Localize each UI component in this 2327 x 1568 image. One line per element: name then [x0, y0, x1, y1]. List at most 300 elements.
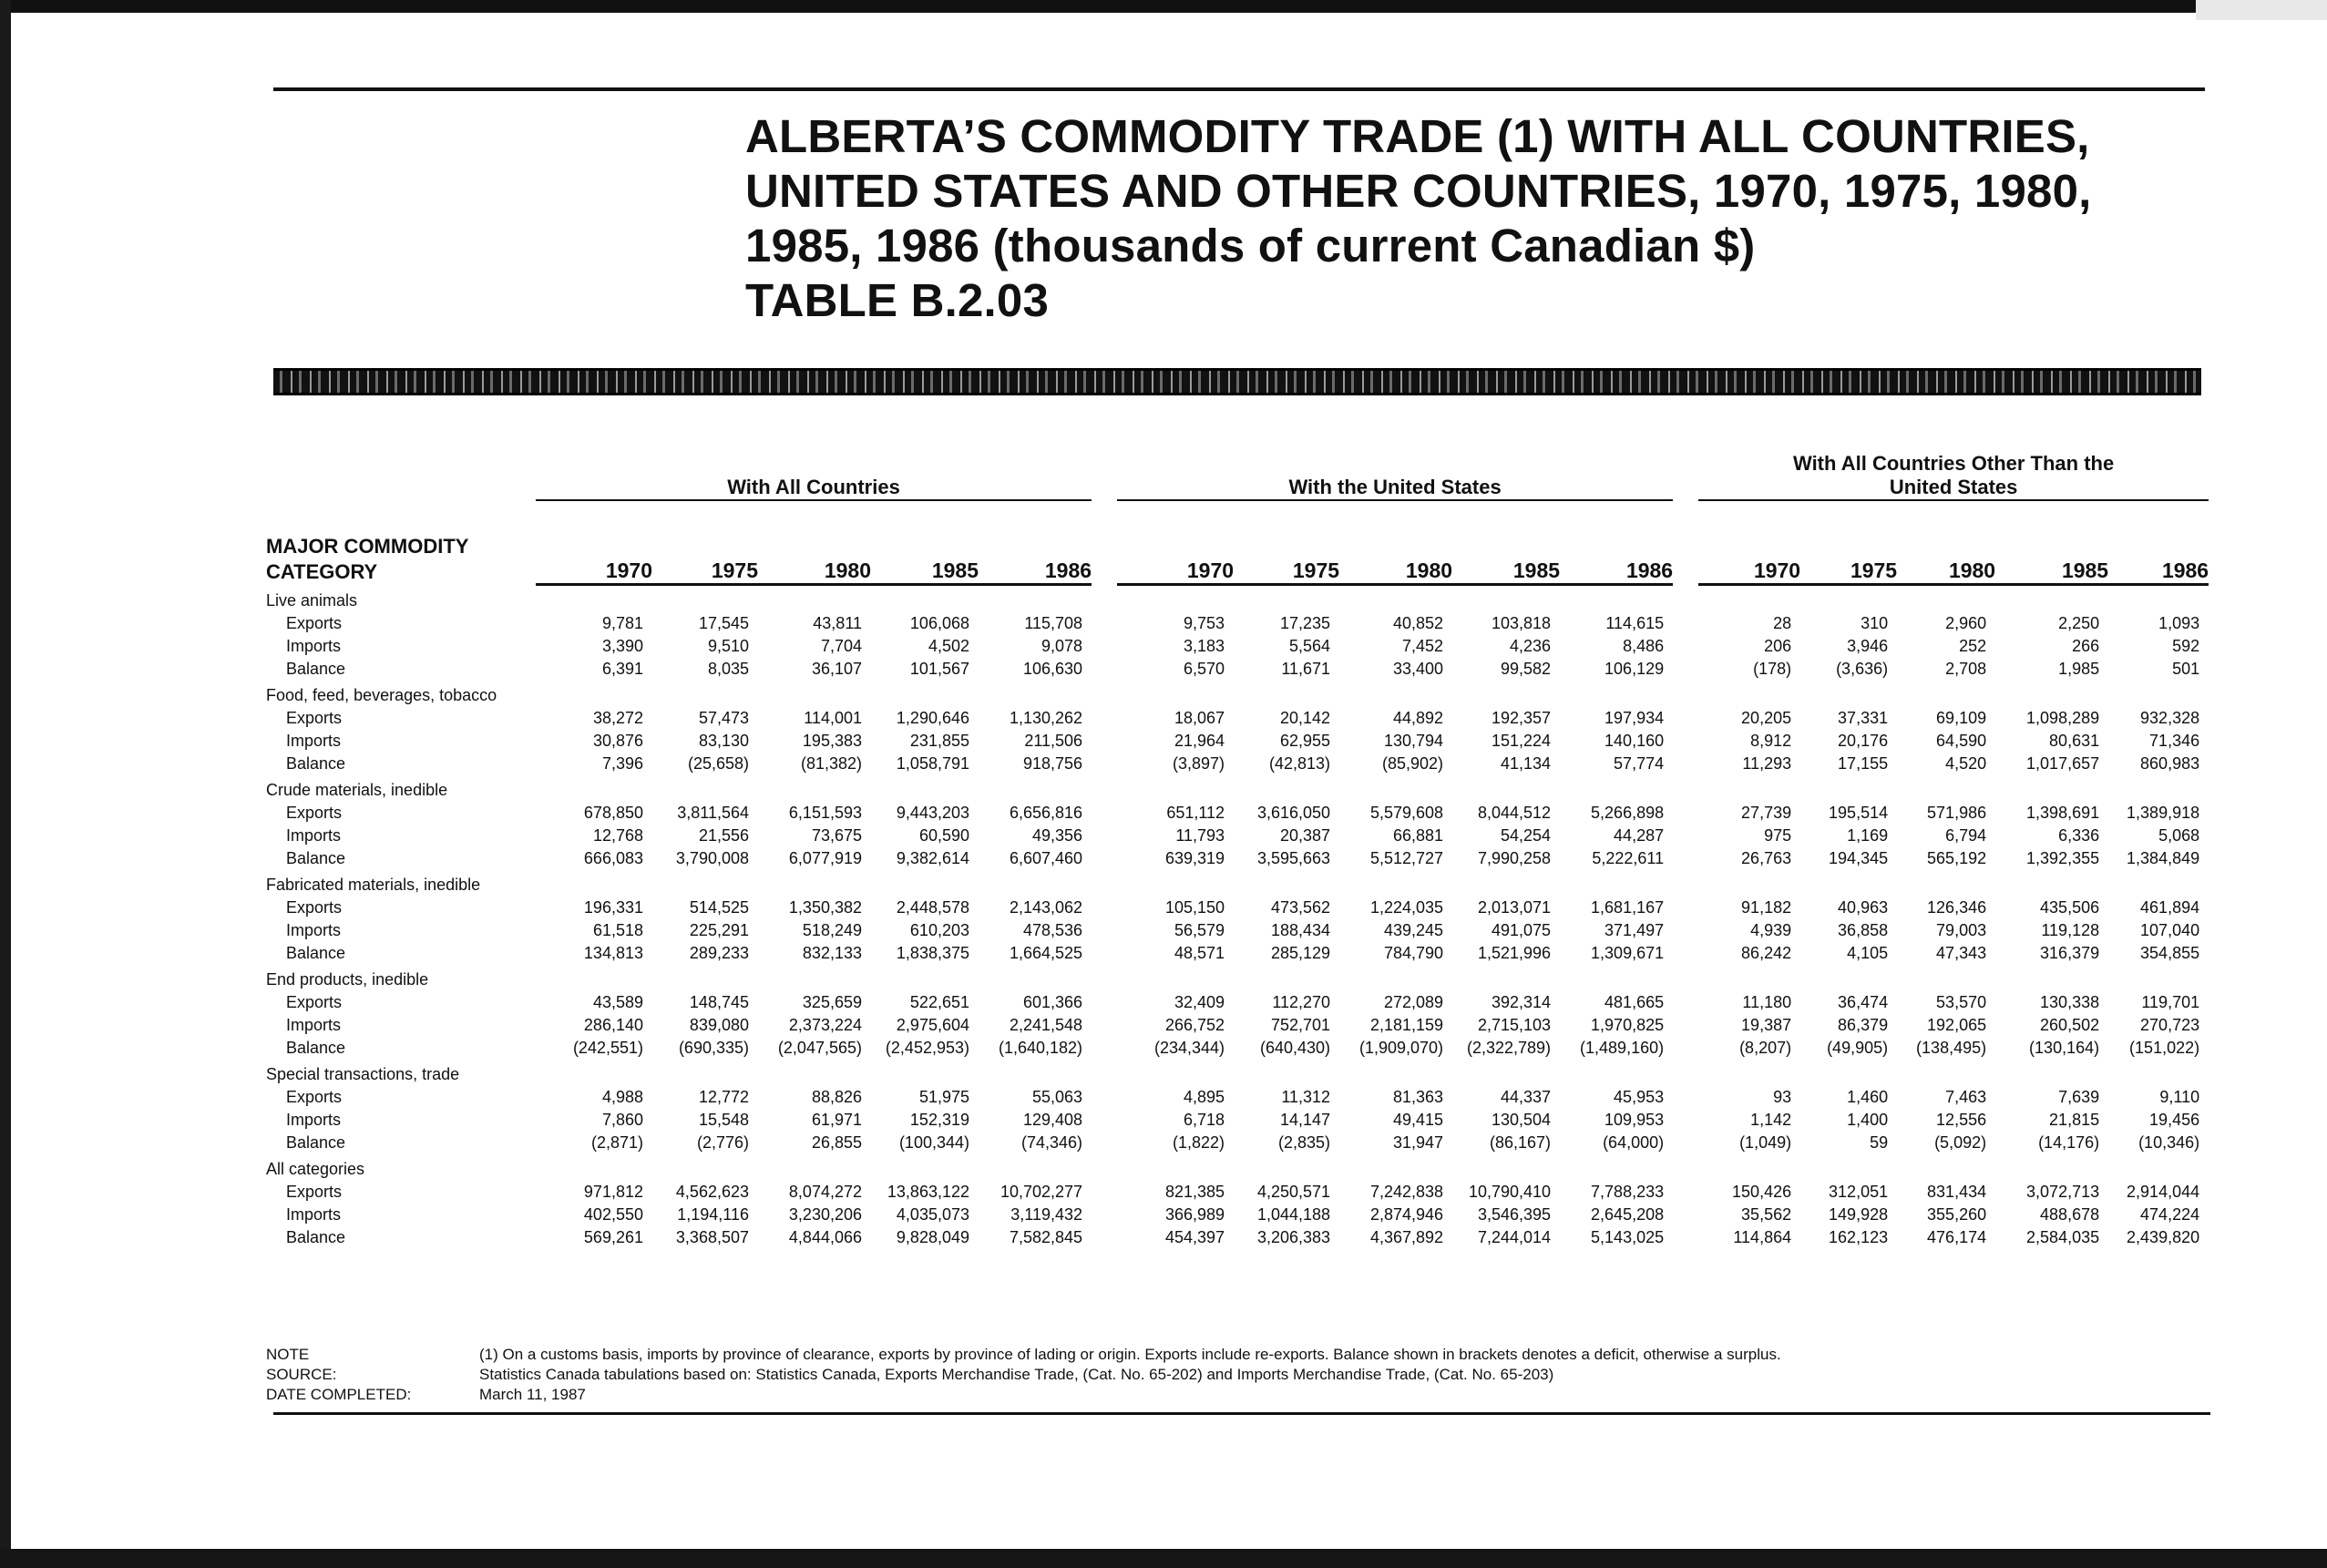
table-cell: 3,183: [1184, 637, 1225, 655]
table-cell: 1,400: [1847, 1111, 1889, 1129]
table-cell: 1,169: [1847, 826, 1889, 845]
group-united-states: With the United States: [1288, 476, 1502, 498]
table-cell: 571,986: [1927, 804, 1987, 822]
table-cell: 514,525: [689, 898, 749, 917]
table-cell: 43,811: [813, 614, 862, 632]
table-cell: 481,665: [1604, 993, 1665, 1011]
table-cell: 4,895: [1184, 1088, 1225, 1106]
table-cell: 49,415: [1392, 1111, 1444, 1129]
table-cell: (86,167): [1490, 1133, 1552, 1152]
table-cell: 6,718: [1184, 1111, 1225, 1129]
table-cell: 6,336: [2058, 826, 2100, 845]
table-cell: 1,664,525: [1009, 944, 1083, 962]
table-cell: 3,616,050: [1256, 804, 1331, 822]
table-cell: 501: [2172, 660, 2200, 678]
table-cell: 478,536: [1022, 921, 1083, 939]
table-cell: 51,975: [918, 1088, 969, 1106]
table-cell: 79,003: [1936, 921, 1987, 939]
table-cell: 55,063: [1031, 1088, 1083, 1106]
table-cell: 821,385: [1164, 1183, 1225, 1201]
table-cell: 5,222,611: [1592, 849, 1665, 867]
table-cell: (2,871): [590, 1133, 643, 1152]
group-other-countries: With All Countries Other Than the United States: [1793, 452, 2115, 498]
table-cell: 225,291: [689, 921, 749, 939]
table-cell: (151,022): [2129, 1039, 2200, 1057]
table-cell: 2,874,946: [1369, 1205, 1444, 1224]
title-line: UNITED STATES AND OTHER COUNTRIES, 1970, 1975, 1980,: [745, 165, 2092, 217]
table-cell: 4,939: [1750, 921, 1792, 939]
row-label: Balance: [286, 1228, 346, 1246]
table-cell: 194,345: [1829, 849, 1889, 867]
scan-edge-top: [0, 0, 2327, 13]
table-cell: 73,675: [811, 826, 862, 845]
scan-corner: [2196, 0, 2327, 20]
table-cell: 7,704: [820, 637, 862, 655]
table-cell: 134,813: [583, 944, 643, 962]
table-cell: 101,567: [909, 660, 969, 678]
table-cell: (64,000): [1603, 1133, 1665, 1152]
row-label: Balance: [286, 944, 346, 962]
table-cell: 44,892: [1392, 709, 1444, 727]
table-cell: 8,044,512: [1477, 804, 1552, 822]
table-cell: 119,701: [2141, 993, 2200, 1011]
table-cell: 62,955: [1279, 732, 1331, 750]
document-title: [745, 109, 2167, 328]
table-cell: 831,434: [1927, 1183, 1987, 1201]
table-cell: 28: [1773, 614, 1792, 632]
table-cell: 4,236: [1510, 637, 1552, 655]
table-cell: 83,130: [698, 732, 749, 750]
table-cell: 4,035,073: [896, 1205, 969, 1224]
source-line: [266, 1365, 2216, 1385]
table-cell: 5,068: [2158, 826, 2200, 845]
table-cell: 12,556: [1936, 1111, 1987, 1129]
table-cell: (1,489,160): [1580, 1039, 1665, 1057]
table-cell: 4,520: [1945, 754, 1987, 773]
table-cell: 476,174: [1927, 1228, 1987, 1246]
table-cell: 975: [1764, 826, 1792, 845]
table-cell: 971,812: [583, 1183, 643, 1201]
table-cell: (2,776): [696, 1133, 749, 1152]
year-header: 1975: [711, 559, 758, 582]
table-cell: (8,207): [1739, 1039, 1792, 1057]
table-cell: 2,645,208: [1591, 1205, 1665, 1224]
table-row: [262, 753, 2209, 775]
table-cell: 7,463: [1945, 1088, 1987, 1106]
table-cell: (2,047,565): [777, 1039, 862, 1057]
table-row: [262, 1086, 2209, 1109]
table-cell: (178): [1753, 660, 1792, 678]
table-row: [262, 1226, 2209, 1249]
table-cell: 1,290,646: [896, 709, 969, 727]
table-cell: 13,863,122: [887, 1183, 969, 1201]
table-cell: 107,040: [2140, 921, 2200, 939]
table-cell: 11,180: [1742, 993, 1792, 1011]
table-cell: 40,963: [1838, 898, 1889, 917]
table-cell: 518,249: [802, 921, 862, 939]
table-cell: 266,752: [1164, 1016, 1225, 1034]
table-cell: 36,107: [811, 660, 862, 678]
table-cell: 2,143,062: [1009, 898, 1083, 917]
row-label: Balance: [286, 754, 346, 773]
table-cell: 45,953: [1614, 1088, 1665, 1106]
year-header: 1970: [1753, 559, 1801, 582]
table-row: [262, 802, 2209, 825]
table-cell: 115,708: [1024, 614, 1083, 632]
table-cell: 1,017,657: [2026, 754, 2100, 773]
table-cell: 2,013,071: [1477, 898, 1552, 917]
table-cell: 651,112: [1166, 804, 1225, 822]
table-cell: 316,379: [2040, 944, 2100, 962]
row-label: Exports: [286, 614, 343, 632]
table-cell: 21,964: [1174, 732, 1225, 750]
table-cell: 36,858: [1838, 921, 1889, 939]
table-cell: (49,905): [1827, 1039, 1889, 1057]
table-cell: (1,909,070): [1358, 1039, 1444, 1057]
table-cell: 2,448,578: [896, 898, 969, 917]
table-cell: 832,133: [802, 944, 862, 962]
table-cell: (81,382): [800, 754, 862, 773]
table-cell: 11,671: [1281, 660, 1331, 678]
table-cell: (85,902): [1382, 754, 1444, 773]
table-cell: 150,426: [1732, 1183, 1792, 1201]
table-cell: 392,314: [1491, 993, 1552, 1011]
table-cell: 5,512,727: [1369, 849, 1444, 867]
table-cell: 152,319: [909, 1111, 969, 1129]
year-header: 1986: [1044, 559, 1092, 582]
table-cell: 18,067: [1174, 709, 1225, 727]
year-header: 1986: [1625, 559, 1674, 582]
year-header: 1980: [824, 559, 871, 582]
table-cell: 130,504: [1491, 1111, 1552, 1129]
table-cell: 7,990,258: [1477, 849, 1552, 867]
table-cell: 2,181,159: [1369, 1016, 1444, 1034]
section-title: Food, feed, beverages, tobacco: [266, 686, 497, 704]
table-cell: 2,250: [2058, 614, 2100, 632]
table-cell: 27,739: [1741, 804, 1792, 822]
table-cell: 119,128: [2041, 921, 2100, 939]
table-cell: (10,346): [2138, 1133, 2200, 1152]
table-cell: 35,562: [1741, 1205, 1792, 1224]
table-cell: 666,083: [583, 849, 643, 867]
table-cell: 2,715,103: [1477, 1016, 1552, 1034]
table-cell: 37,331: [1838, 709, 1889, 727]
table-cell: 260,502: [2040, 1016, 2100, 1034]
table-cell: 1,384,849: [2127, 849, 2200, 867]
table-cell: 454,397: [1164, 1228, 1225, 1246]
table-cell: 325,659: [802, 993, 862, 1011]
table-cell: 439,245: [1383, 921, 1444, 939]
table-cell: 4,844,066: [788, 1228, 862, 1246]
table-cell: 26,855: [811, 1133, 862, 1152]
table-cell: 488,678: [2040, 1205, 2100, 1224]
table-cell: 3,206,383: [1256, 1228, 1331, 1246]
table-cell: 286,140: [583, 1016, 643, 1034]
table-cell: 491,075: [1491, 921, 1552, 939]
table-cell: 44,337: [1500, 1088, 1552, 1106]
table-row: [262, 1204, 2209, 1226]
table-cell: 32,409: [1174, 993, 1225, 1011]
row-label: Exports: [286, 709, 343, 727]
table-cell: 44,287: [1614, 826, 1665, 845]
table-cell: 1,681,167: [1591, 898, 1665, 917]
table-cell: (242,551): [572, 1039, 643, 1057]
table-cell: 3,790,008: [675, 849, 749, 867]
table-cell: 53,570: [1936, 993, 1987, 1011]
table-cell: 569,261: [583, 1228, 643, 1246]
row-label: Exports: [286, 993, 343, 1011]
table-cell: 196,331: [583, 898, 643, 917]
table-cell: 1,224,035: [1369, 898, 1444, 917]
table-row: [262, 897, 2209, 919]
section-row: [262, 870, 2209, 897]
table-cell: (690,335): [678, 1039, 749, 1057]
date-label: DATE COMPLETED:: [266, 1386, 412, 1403]
table-cell: 6,151,593: [788, 804, 862, 822]
table-cell: 6,656,816: [1009, 804, 1083, 822]
table-cell: 8,035: [707, 660, 749, 678]
note-label: NOTE: [266, 1346, 310, 1363]
table-cell: 1,389,918: [2127, 804, 2200, 822]
table-cell: 106,630: [1022, 660, 1083, 678]
table-number: TABLE B.2.03: [745, 274, 1050, 326]
table-cell: 21,556: [698, 826, 749, 845]
table-cell: 310: [1861, 614, 1889, 632]
table-cell: 114,001: [804, 709, 862, 727]
table-cell: 1,058,791: [896, 754, 969, 773]
year-header: 1970: [1186, 559, 1235, 582]
section-title: All categories: [266, 1160, 365, 1178]
table-cell: 932,328: [2140, 709, 2200, 727]
section-title: Crude materials, inedible: [266, 781, 448, 799]
table-cell: 355,260: [1927, 1205, 1987, 1224]
note-line: [266, 1345, 2216, 1365]
table-row: [262, 707, 2209, 730]
note-text: (1) On a customs basis, imports by province of clearance, exports by province of lading or origin. Exports include re-exports. Balance shown in brackets denotes a deficit, otherwise a surplus.: [479, 1346, 1781, 1363]
section-row: [262, 586, 2209, 612]
table-cell: 54,254: [1500, 826, 1552, 845]
section-title: Fabricated materials, inedible: [266, 876, 481, 894]
table-cell: 9,753: [1184, 614, 1225, 632]
table-cell: 7,582,845: [1009, 1228, 1083, 1246]
table-cell: 3,946: [1847, 637, 1889, 655]
table-cell: 140,160: [1604, 732, 1665, 750]
table-cell: 7,639: [2058, 1088, 2100, 1106]
section-title: Special transactions, trade: [266, 1065, 460, 1083]
table-cell: (640,430): [1259, 1039, 1331, 1057]
table-cell: 3,546,395: [1477, 1205, 1552, 1224]
table-cell: 1,093: [2158, 614, 2200, 632]
table-row: [262, 1037, 2209, 1060]
table-cell: 86,242: [1741, 944, 1792, 962]
table-cell: 2,373,224: [788, 1016, 862, 1034]
table-cell: 130,794: [1383, 732, 1444, 750]
table-cell: 839,080: [689, 1016, 749, 1034]
table-cell: 30,876: [592, 732, 643, 750]
section-row: [262, 681, 2209, 707]
table-cell: 66,881: [1392, 826, 1444, 845]
table-cell: 2,241,548: [1009, 1016, 1083, 1034]
table-cell: 2,960: [1945, 614, 1987, 632]
table-cell: 88,826: [811, 1088, 862, 1106]
table-cell: 9,443,203: [896, 804, 969, 822]
table-row: [262, 1109, 2209, 1132]
row-label: Exports: [286, 898, 343, 917]
table-cell: 784,790: [1383, 944, 1444, 962]
group-all-countries: With All Countries: [727, 476, 900, 498]
table-cell: 14,147: [1279, 1111, 1331, 1129]
year-header: 1985: [2061, 559, 2109, 582]
table-cell: 11,293: [1742, 754, 1792, 773]
table-body: [262, 586, 2209, 1249]
title-line: 1985, 1986 (thousands of current Canadian $): [745, 220, 1756, 272]
scan-edge-left: [0, 0, 11, 1568]
table-cell: 41,134: [1500, 754, 1552, 773]
table-row: [262, 942, 2209, 965]
table-cell: 12,772: [698, 1088, 749, 1106]
table-cell: 2,975,604: [896, 1016, 969, 1034]
table-cell: 4,105: [1847, 944, 1889, 962]
source-text: Statistics Canada tabulations based on: Statistics Canada, Exports Merchandise Trade, (Cat. No. 65-202) and Imports Merchandise Trade, (Cat. No. 65-203): [479, 1366, 1554, 1383]
table-cell: 5,266,898: [1591, 804, 1665, 822]
year-header-row: [262, 500, 2209, 585]
table-cell: 1,130,262: [1009, 709, 1083, 727]
table-cell: 7,242,838: [1369, 1183, 1444, 1201]
table-cell: 2,584,035: [2026, 1228, 2100, 1246]
table-cell: (1,049): [1739, 1133, 1792, 1152]
table-cell: 289,233: [689, 944, 749, 962]
table-cell: 565,192: [1927, 849, 1987, 867]
table-cell: 285,129: [1270, 944, 1331, 962]
table-cell: 1,398,691: [2026, 804, 2100, 822]
table-cell: 20,142: [1279, 709, 1331, 727]
table-cell: 1,392,355: [2026, 849, 2100, 867]
table-cell: 7,788,233: [1591, 1183, 1665, 1201]
table-cell: 33,400: [1392, 660, 1444, 678]
table-cell: (42,813): [1269, 754, 1331, 773]
table-cell: 15,548: [698, 1111, 749, 1129]
table-cell: 354,855: [2140, 944, 2200, 962]
table-cell: 4,502: [928, 637, 969, 655]
table-cell: 149,928: [1829, 1205, 1889, 1224]
row-label: Exports: [286, 1183, 343, 1201]
table-cell: 109,953: [1604, 1111, 1665, 1129]
table-cell: 60,590: [918, 826, 969, 845]
notes-block: [266, 1345, 2216, 1405]
table-cell: 610,203: [909, 921, 969, 939]
table-cell: 461,894: [2140, 898, 2200, 917]
table-cell: 40,852: [1392, 614, 1444, 632]
table-cell: (3,636): [1836, 660, 1889, 678]
table-cell: 2,439,820: [2127, 1228, 2200, 1246]
table-cell: 130,338: [2040, 993, 2100, 1011]
table-cell: (2,835): [1278, 1133, 1331, 1152]
bottom-rule: [273, 1412, 2210, 1415]
table-cell: 10,790,410: [1468, 1183, 1552, 1201]
table-cell: (2,452,953): [885, 1039, 969, 1057]
table-cell: 918,756: [1022, 754, 1083, 773]
year-header: 1975: [1850, 559, 1898, 582]
table-cell: 106,129: [1604, 660, 1665, 678]
row-label: Imports: [286, 732, 342, 750]
top-rule: [273, 87, 2205, 91]
table-cell: 6,077,919: [788, 849, 862, 867]
table-cell: 192,065: [1927, 1016, 1987, 1034]
table-cell: 2,708: [1945, 660, 1987, 678]
table-cell: 4,250,571: [1256, 1183, 1331, 1201]
table-cell: 752,701: [1270, 1016, 1331, 1034]
table-cell: 114,864: [1733, 1228, 1792, 1246]
year-header: 1985: [931, 559, 979, 582]
table-row: [262, 1181, 2209, 1204]
table-cell: 473,562: [1270, 898, 1331, 917]
table-cell: 3,072,713: [2026, 1183, 2100, 1201]
table-cell: 402,550: [583, 1205, 643, 1224]
table-cell: 129,408: [1022, 1111, 1083, 1129]
table-cell: 17,235: [1279, 614, 1331, 632]
table-cell: (3,897): [1173, 754, 1225, 773]
table-row: [262, 1132, 2209, 1154]
table-row: [262, 847, 2209, 870]
table-cell: 1,460: [1847, 1088, 1889, 1106]
table-cell: 86,379: [1838, 1016, 1889, 1034]
table-cell: 64,590: [1936, 732, 1987, 750]
table-row: [262, 919, 2209, 942]
table-cell: 5,143,025: [1591, 1228, 1665, 1246]
table-cell: 860,983: [2140, 754, 2200, 773]
table-cell: 26,763: [1741, 849, 1792, 867]
table-row: [262, 991, 2209, 1014]
table-cell: 195,514: [1829, 804, 1889, 822]
table-cell: 4,367,892: [1369, 1228, 1444, 1246]
section-title: Live animals: [266, 591, 358, 610]
table-cell: (1,640,182): [998, 1039, 1083, 1057]
table-cell: 106,068: [909, 614, 969, 632]
table-cell: 474,224: [2140, 1205, 2200, 1224]
table-cell: 61,971: [811, 1111, 862, 1129]
row-label: Imports: [286, 637, 342, 655]
table-cell: 1,142: [1750, 1111, 1792, 1129]
group-header-row: [262, 436, 2209, 499]
table-cell: (25,658): [687, 754, 749, 773]
table-cell: (5,092): [1934, 1133, 1987, 1152]
table-cell: 3,811,564: [677, 804, 749, 822]
table-cell: 601,366: [1022, 993, 1083, 1011]
table-cell: (138,495): [1916, 1039, 1987, 1057]
table-cell: 48,571: [1174, 944, 1225, 962]
row-label: Imports: [286, 1016, 342, 1034]
table-cell: 6,391: [601, 660, 643, 678]
table-cell: 36,474: [1838, 993, 1889, 1011]
table-cell: 80,631: [2049, 732, 2100, 750]
table-cell: 17,155: [1838, 754, 1889, 773]
table-cell: 7,244,014: [1477, 1228, 1552, 1246]
year-header: 1970: [605, 559, 652, 582]
table-cell: 57,774: [1614, 754, 1665, 773]
table-cell: 312,051: [1829, 1183, 1889, 1201]
table-cell: 206: [1764, 637, 1792, 655]
table-cell: (14,176): [2038, 1133, 2100, 1152]
table-row: [262, 658, 2209, 681]
table-cell: 21,815: [2049, 1111, 2100, 1129]
table-cell: 11,793: [1175, 826, 1225, 845]
table-cell: 148,745: [689, 993, 749, 1011]
table-cell: 162,123: [1829, 1228, 1889, 1246]
table-cell: 1,194,116: [677, 1205, 749, 1224]
table-cell: 1,838,375: [896, 944, 969, 962]
table-cell: (234,344): [1153, 1039, 1225, 1057]
table-cell: 38,272: [592, 709, 643, 727]
